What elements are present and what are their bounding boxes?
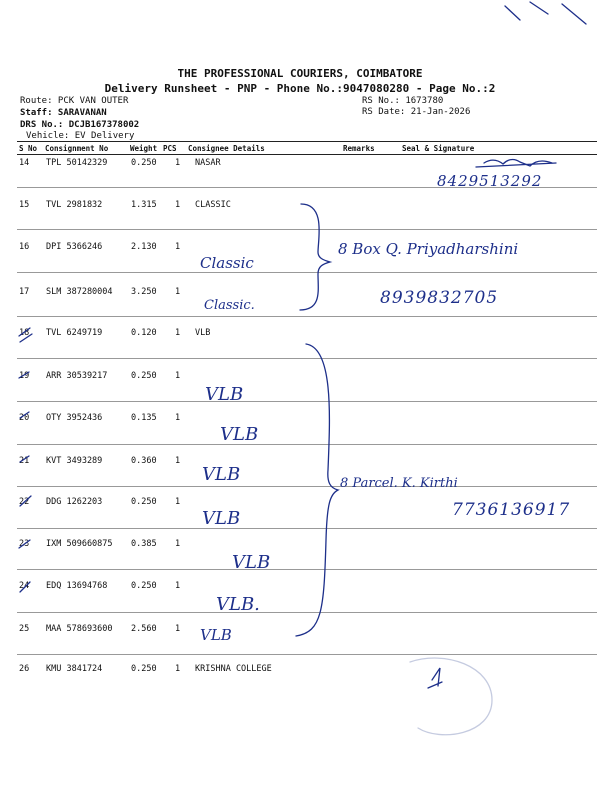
cross-out-line [476,163,556,167]
row-sno: 23 [19,539,30,549]
row-divider [17,358,597,359]
row-pcs: 1 [175,664,181,674]
row-weight: 0.250 [131,497,157,507]
row-consignment-no: ARR 30539217 [46,371,108,381]
company-title: THE PROFESSIONAL COURIERS, COIMBATORE [177,67,423,80]
row-pcs: 1 [175,200,181,210]
row-consignment-no: EDQ 13694768 [46,581,108,591]
row-pcs: 1 [175,287,181,297]
runsheet-subtitle: Delivery Runsheet - PNP - Phone No.:9047080280 - Page No.:2 [104,82,496,95]
row-weight: 0.250 [131,581,157,591]
row-consignment-no: KVT 3493289 [46,456,103,466]
row-consignment-no: TVL 6249719 [46,328,103,338]
row-sno: 14 [19,158,30,168]
row-pcs: 1 [175,624,181,634]
row-divider [17,444,597,445]
row-weight: 2.560 [131,624,157,634]
rs-date: RS Date: 21-Jan-2026 [362,107,471,117]
row-divider [17,272,597,273]
row-weight: 3.250 [131,287,157,297]
handwritten-receiver-group2: 8 Parcel. K. Kirthi [340,476,458,491]
rs-number: RS No.: 1673780 [362,96,444,106]
handwritten-vlb-row21: VLB [202,464,241,485]
vehicle-label: Vehicle: EV Delivery [26,131,135,141]
row26-signature [428,668,442,688]
col-remarks: Remarks [343,144,375,153]
row-sno: 18 [19,328,30,338]
row-weight: 1.315 [131,200,157,210]
row-pcs: 1 [175,413,181,423]
row-consignee: KRISHNA COLLEGE [195,664,272,674]
signature-scribble-14 [484,160,552,166]
col-consignment: Consignment No [45,144,109,153]
row-sno: 17 [19,287,30,297]
col-consignee: Consignee Details [188,144,265,153]
handwritten-vlb-row25: VLB [200,626,232,644]
row-sno: 15 [19,200,30,210]
header-bottom-rule [17,154,597,155]
handwritten-classic-row16: Classic [200,254,254,272]
handwritten-vlb-row24: VLB. [216,594,260,615]
route-label: Route: PCK VAN OUTER [20,96,129,106]
row-pcs: 1 [175,371,181,381]
row-pcs: 1 [175,328,181,338]
row-consignment-no: DPI 5366246 [46,242,103,252]
row-pcs: 1 [175,581,181,591]
row-sno: 21 [19,456,30,466]
row-consignment-no: MAA 578693600 [46,624,113,634]
row-pcs: 1 [175,242,181,252]
header-top-rule [17,141,597,142]
handwritten-phone-group1: 8939832705 [380,288,499,308]
row-sno: 24 [19,581,30,591]
row-consignment-no: DDG 1262203 [46,497,103,507]
handwritten-vlb-row20: VLB [220,424,259,445]
row-sno: 19 [19,371,30,381]
row-consignee: NASAR [195,158,221,168]
row-pcs: 1 [175,539,181,549]
row-divider [17,612,597,613]
row-sno: 26 [19,664,30,674]
row-pcs: 1 [175,497,181,507]
staff-label: Staff: SARAVANAN [20,108,107,118]
row-weight: 2.130 [131,242,157,252]
handwritten-vlb-row19: VLB [205,384,244,405]
row-weight: 0.120 [131,328,157,338]
handwritten-phone-row14: 8429513292 [437,172,543,190]
row-consignment-no: SLM 387280004 [46,287,113,297]
drs-number: DRS No.: DCJB167378002 [20,120,140,130]
row-weight: 0.360 [131,456,157,466]
brace-group-1 [300,204,330,310]
brace-group-2 [296,344,338,636]
row-divider [17,316,597,317]
row-consignment-no: TPL 50142329 [46,158,108,168]
row-divider [17,528,597,529]
corner-mark [505,2,586,24]
row-consignment-no: OTY 3952436 [46,413,103,423]
row-consignment-no: TVL 2981832 [46,200,103,210]
stamp-circle [410,658,492,735]
col-weight: Weight [130,144,158,153]
row-consignment-no: IXM 509660875 [46,539,113,549]
row-weight: 0.250 [131,664,157,674]
col-seal-signature: Seal & Signature [402,144,475,153]
handwritten-receiver-group1: 8 Box Q. Priyadharshini [338,240,519,258]
handwritten-classic-row17: Classic. [204,298,255,313]
row-consignment-no: KMU 3841724 [46,664,103,674]
row-weight: 0.135 [131,413,157,423]
row-pcs: 1 [175,158,181,168]
row-sno: 20 [19,413,30,423]
handwritten-phone-group2: 7736136917 [452,500,571,520]
row-sno: 22 [19,497,30,507]
row-divider [17,401,597,402]
col-pcs: PCS [163,144,177,153]
row-divider [17,569,597,570]
row-divider [17,654,597,655]
row-weight: 0.385 [131,539,157,549]
row-divider [17,229,597,230]
handwritten-vlb-row23: VLB [232,552,271,573]
row-sno: 16 [19,242,30,252]
row-sno: 25 [19,624,30,634]
row-consignee: CLASSIC [195,200,231,210]
row-weight: 0.250 [131,158,157,168]
row-weight: 0.250 [131,371,157,381]
row-pcs: 1 [175,456,181,466]
row-divider [17,486,597,487]
handwritten-vlb-row22: VLB [202,508,241,529]
row-consignee: VLB [195,328,211,338]
col-sno: S No [19,144,38,153]
